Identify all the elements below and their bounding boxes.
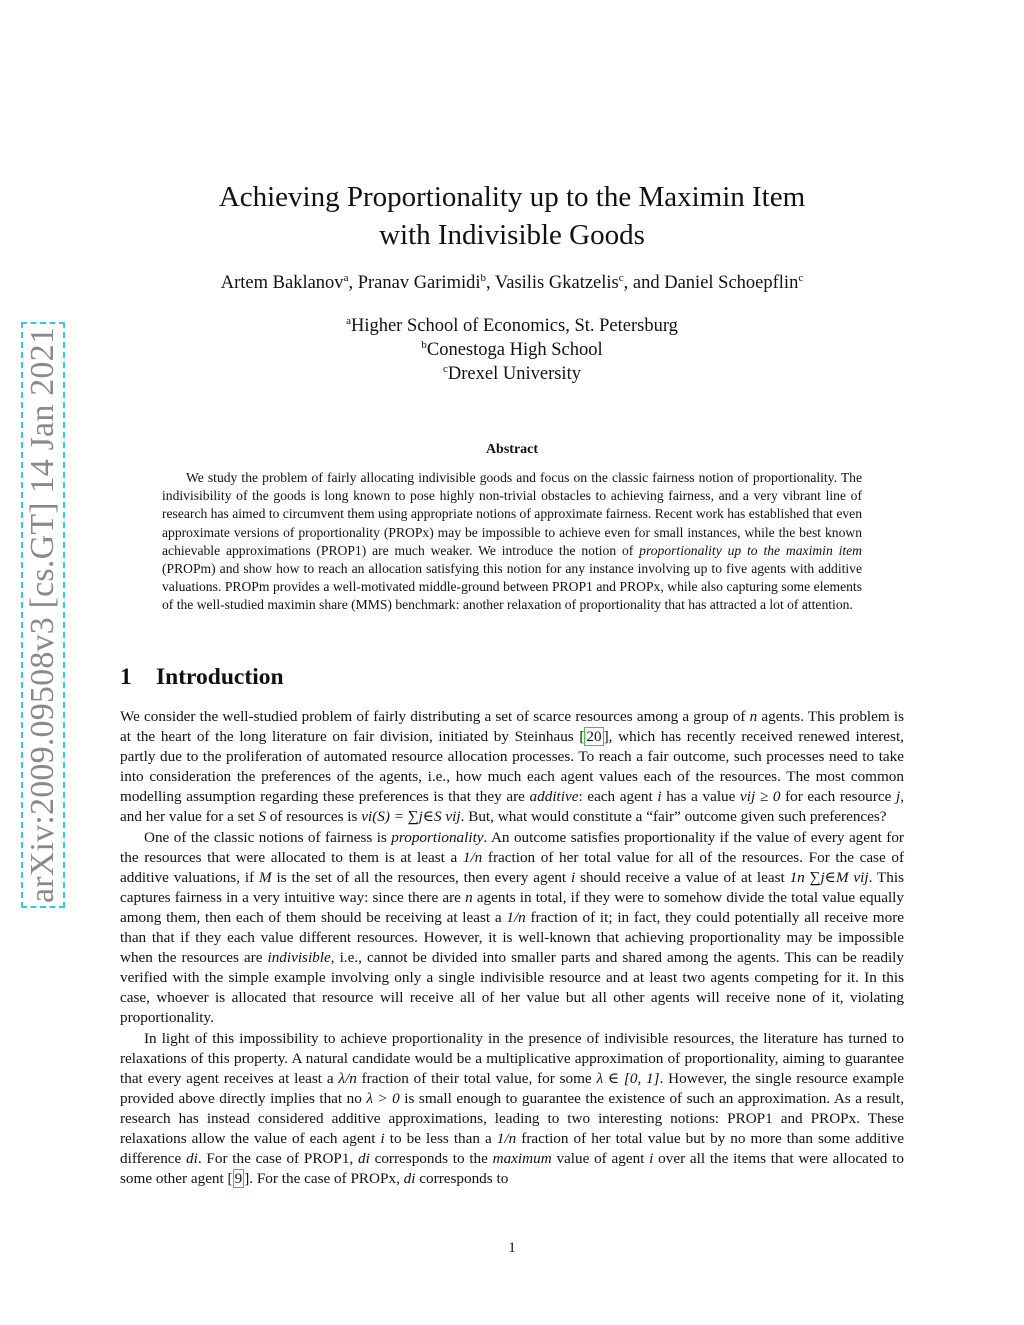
math-range: λ ∈ [0, 1] (596, 1069, 660, 1087)
affiliation-mark: c (443, 362, 448, 375)
math-i: i (649, 1150, 654, 1168)
title-line-2: with Indivisible Goods (379, 219, 645, 251)
text-run: is small enough to guarantee the existence of such an approximation. As a result, research has instead considered additive approximations, leading to two interesting notions: PROP1 and PROPx. These relaxations allow the value of each agent (120, 1089, 904, 1147)
math-set-value: vi(S) = ∑j∈S vij (361, 808, 461, 826)
text-run: of resources is (265, 808, 362, 826)
math-M: M (259, 868, 272, 886)
text-run: One of the classic notions of fairness is (144, 828, 392, 846)
math-n: n (465, 888, 473, 906)
page-number: 1 (508, 1240, 516, 1256)
paragraph-3 (120, 1029, 904, 1190)
text-run: . For the case of PROP1, (197, 1150, 359, 1168)
math-fraction: 1/n (506, 908, 526, 926)
text-run: ], which has recently received renewed interest, partly due to the proliferation of automated resource allocation processes. To reach a fair outcome, such processes need to take into consideration the preferences of the agents, i.e., how much each agent values each of the resources. The most common modelling assumption regarding these preferences is that they are (120, 728, 904, 806)
abstract-part: (PROPm) and show how to reach an allocation satisfying this notion for any instance involving up to five agents with additive valuations. PROPm provides a well-motivated middle-ground between PROP1 and PROPx, while also capturing some elements of the well-studied maximin share (MMS) benchmark: another relaxation of proportionality that has attracted a lot of attention. (162, 561, 862, 613)
author-mark: a (343, 271, 349, 284)
text-run: We consider the well-studied problem of fairly distributing a set of scarce resources among a group of (120, 708, 750, 725)
emphasis: additive (529, 788, 579, 806)
abstract-text (162, 469, 862, 615)
text-run: In light of this impossibility to achieve proportionality in the presence of indivisible resources, the literature has turned to relaxations of this property. A natural candidate would be a multiplicative approximation of proportionality, aiming to guarantee that every agent receives at least a (120, 1029, 904, 1087)
text-run: fraction of her total value for all of the resources. For the case of additive valuations, if (120, 848, 904, 886)
author-name: Vasilis Gkatzelis (494, 273, 619, 293)
text-run: is the set of all the resources, then every agent (271, 868, 572, 886)
text-run: to be less than a (384, 1129, 497, 1147)
title-line-1: Achieving Proportionality up to the Maximin Item (218, 181, 806, 213)
affiliation (0, 338, 1024, 362)
arxiv-stamp-text: arXiv:2009.09508v3 [cs.GT] 14 Jan 2021 (24, 326, 61, 904)
text-run: corresponds to (415, 1170, 509, 1188)
emphasis: indivisible (267, 949, 331, 967)
author-mark: c (618, 271, 624, 284)
affiliation-text: Conestoga High School (426, 340, 603, 360)
author-name: Daniel Schoepflin (664, 273, 799, 293)
affiliation (0, 362, 1024, 386)
text-run: . But, what would constitute a “fair” outcome given such preferences? (460, 808, 887, 826)
text-run: agents. This problem is at the heart of the long literature on fair division, initiated by Steinhaus [ (120, 708, 904, 746)
author-name: Artem Baklanov (220, 273, 344, 293)
section-title: Introduction (156, 664, 284, 690)
affiliation-mark: a (346, 314, 351, 327)
text-run: . An outcome satisfies proportionality if the value of every agent for the resources that were allocated to them is at least a (120, 828, 904, 866)
text-run: fraction of it; in fact, they could potentially all receive more than that if they each value different resources. However, it is well-known that achieving proportionality may be impossible when the resources are (120, 908, 904, 967)
math-di: di (358, 1150, 370, 1168)
paper-title (0, 178, 1024, 254)
text-run: value of agent (551, 1150, 650, 1168)
text-run: has a value (661, 788, 741, 806)
abstract-emphasis: proportionality up to the maximin item (639, 542, 862, 558)
text-run: , i.e., cannot be divided into smaller parts and shared among the agents. This can be readily verified with the simple example involving only a single indivisible resource and at least two agents competing for it. In this case, whoever is allocated that resource will receive all of her value but all other agents will receive none of it, violating proportionality. (120, 949, 904, 1027)
math-i: i (380, 1129, 385, 1147)
affiliation-text: Drexel University (447, 364, 581, 384)
emphasis: maximum (492, 1150, 552, 1168)
math-i: i (657, 788, 662, 806)
math-i: i (571, 868, 576, 886)
affiliation-mark: b (421, 338, 427, 351)
paragraph-1 (120, 707, 904, 828)
text-run: should receive a value of at least (575, 868, 790, 886)
math-sum: 1n ∑j∈M vij (789, 868, 869, 886)
text-run: ]. For the case of PROPx, (244, 1170, 404, 1188)
section-number: 1 (120, 664, 132, 690)
emphasis: proportionality (391, 828, 484, 846)
author-separator: , (486, 273, 495, 293)
math-value: vij ≥ 0 (740, 788, 781, 806)
text-run: . However, the single resource example provided above directly implies that no (120, 1069, 905, 1107)
citation-link[interactable]: 9 (234, 1170, 243, 1188)
math-di: di (186, 1150, 198, 1168)
text-run: , and her value for a set (120, 788, 904, 826)
text-run: fraction of her total value but by no more than some additive difference (120, 1129, 904, 1168)
section-heading (120, 664, 284, 691)
text-run: agents in total, if they were to somehow divide the total value equally among them, then each of them should be receiving at least a (120, 888, 905, 926)
author-separator: , (348, 273, 358, 293)
text-run: fraction of their total value, for some (356, 1069, 597, 1087)
math-di: di (403, 1170, 416, 1188)
body-text (120, 707, 904, 1189)
text-run: over all the items that were allocated to some other agent [ (120, 1150, 904, 1188)
text-run: . This captures fairness in a very intuitive way: since there are (120, 868, 905, 906)
math-S: S (258, 808, 266, 826)
author-mark: b (480, 271, 486, 284)
math-fraction: 1/n (462, 848, 483, 866)
author-mark: c (798, 271, 804, 284)
arxiv-stamp (21, 322, 65, 908)
text-run: : each agent (578, 788, 658, 806)
affiliation-text: Higher School of Economics, St. Petersburg (350, 316, 678, 336)
citation-link[interactable]: 20 (586, 728, 602, 746)
math-n: n (749, 708, 758, 725)
math-fraction: λ/n (338, 1069, 357, 1087)
author-list (0, 273, 1024, 294)
affiliation-list (0, 314, 1024, 386)
math-fraction: 1/n (496, 1129, 517, 1147)
math-lambda: λ > 0 (366, 1089, 400, 1107)
math-j: j (895, 788, 901, 806)
affiliation (0, 314, 1024, 338)
abstract-heading: Abstract (485, 442, 539, 457)
text-run: for each resource (780, 788, 896, 806)
author-separator: , and (623, 273, 665, 293)
author-name: Pranav Garimidi (357, 273, 481, 293)
paragraph-2 (120, 828, 904, 1029)
abstract-part: We study the problem of fairly allocating indivisible goods and focus on the classic fairness notion of proportionality. The indivisibility of the goods is long known to pose highly non-trivial obstacles to achieving fairness, and a very vibrant line of research has aimed to circumvent them using appropriate notions of approximate fairness. Recent work has established that even approximate versions of proportionality (PROPx) may be impossible to achieve even for small instances, while the best known achievable approximations (PROP1) are much weaker. We introduce the notion of (162, 470, 862, 558)
text-run: corresponds to the (369, 1150, 493, 1168)
